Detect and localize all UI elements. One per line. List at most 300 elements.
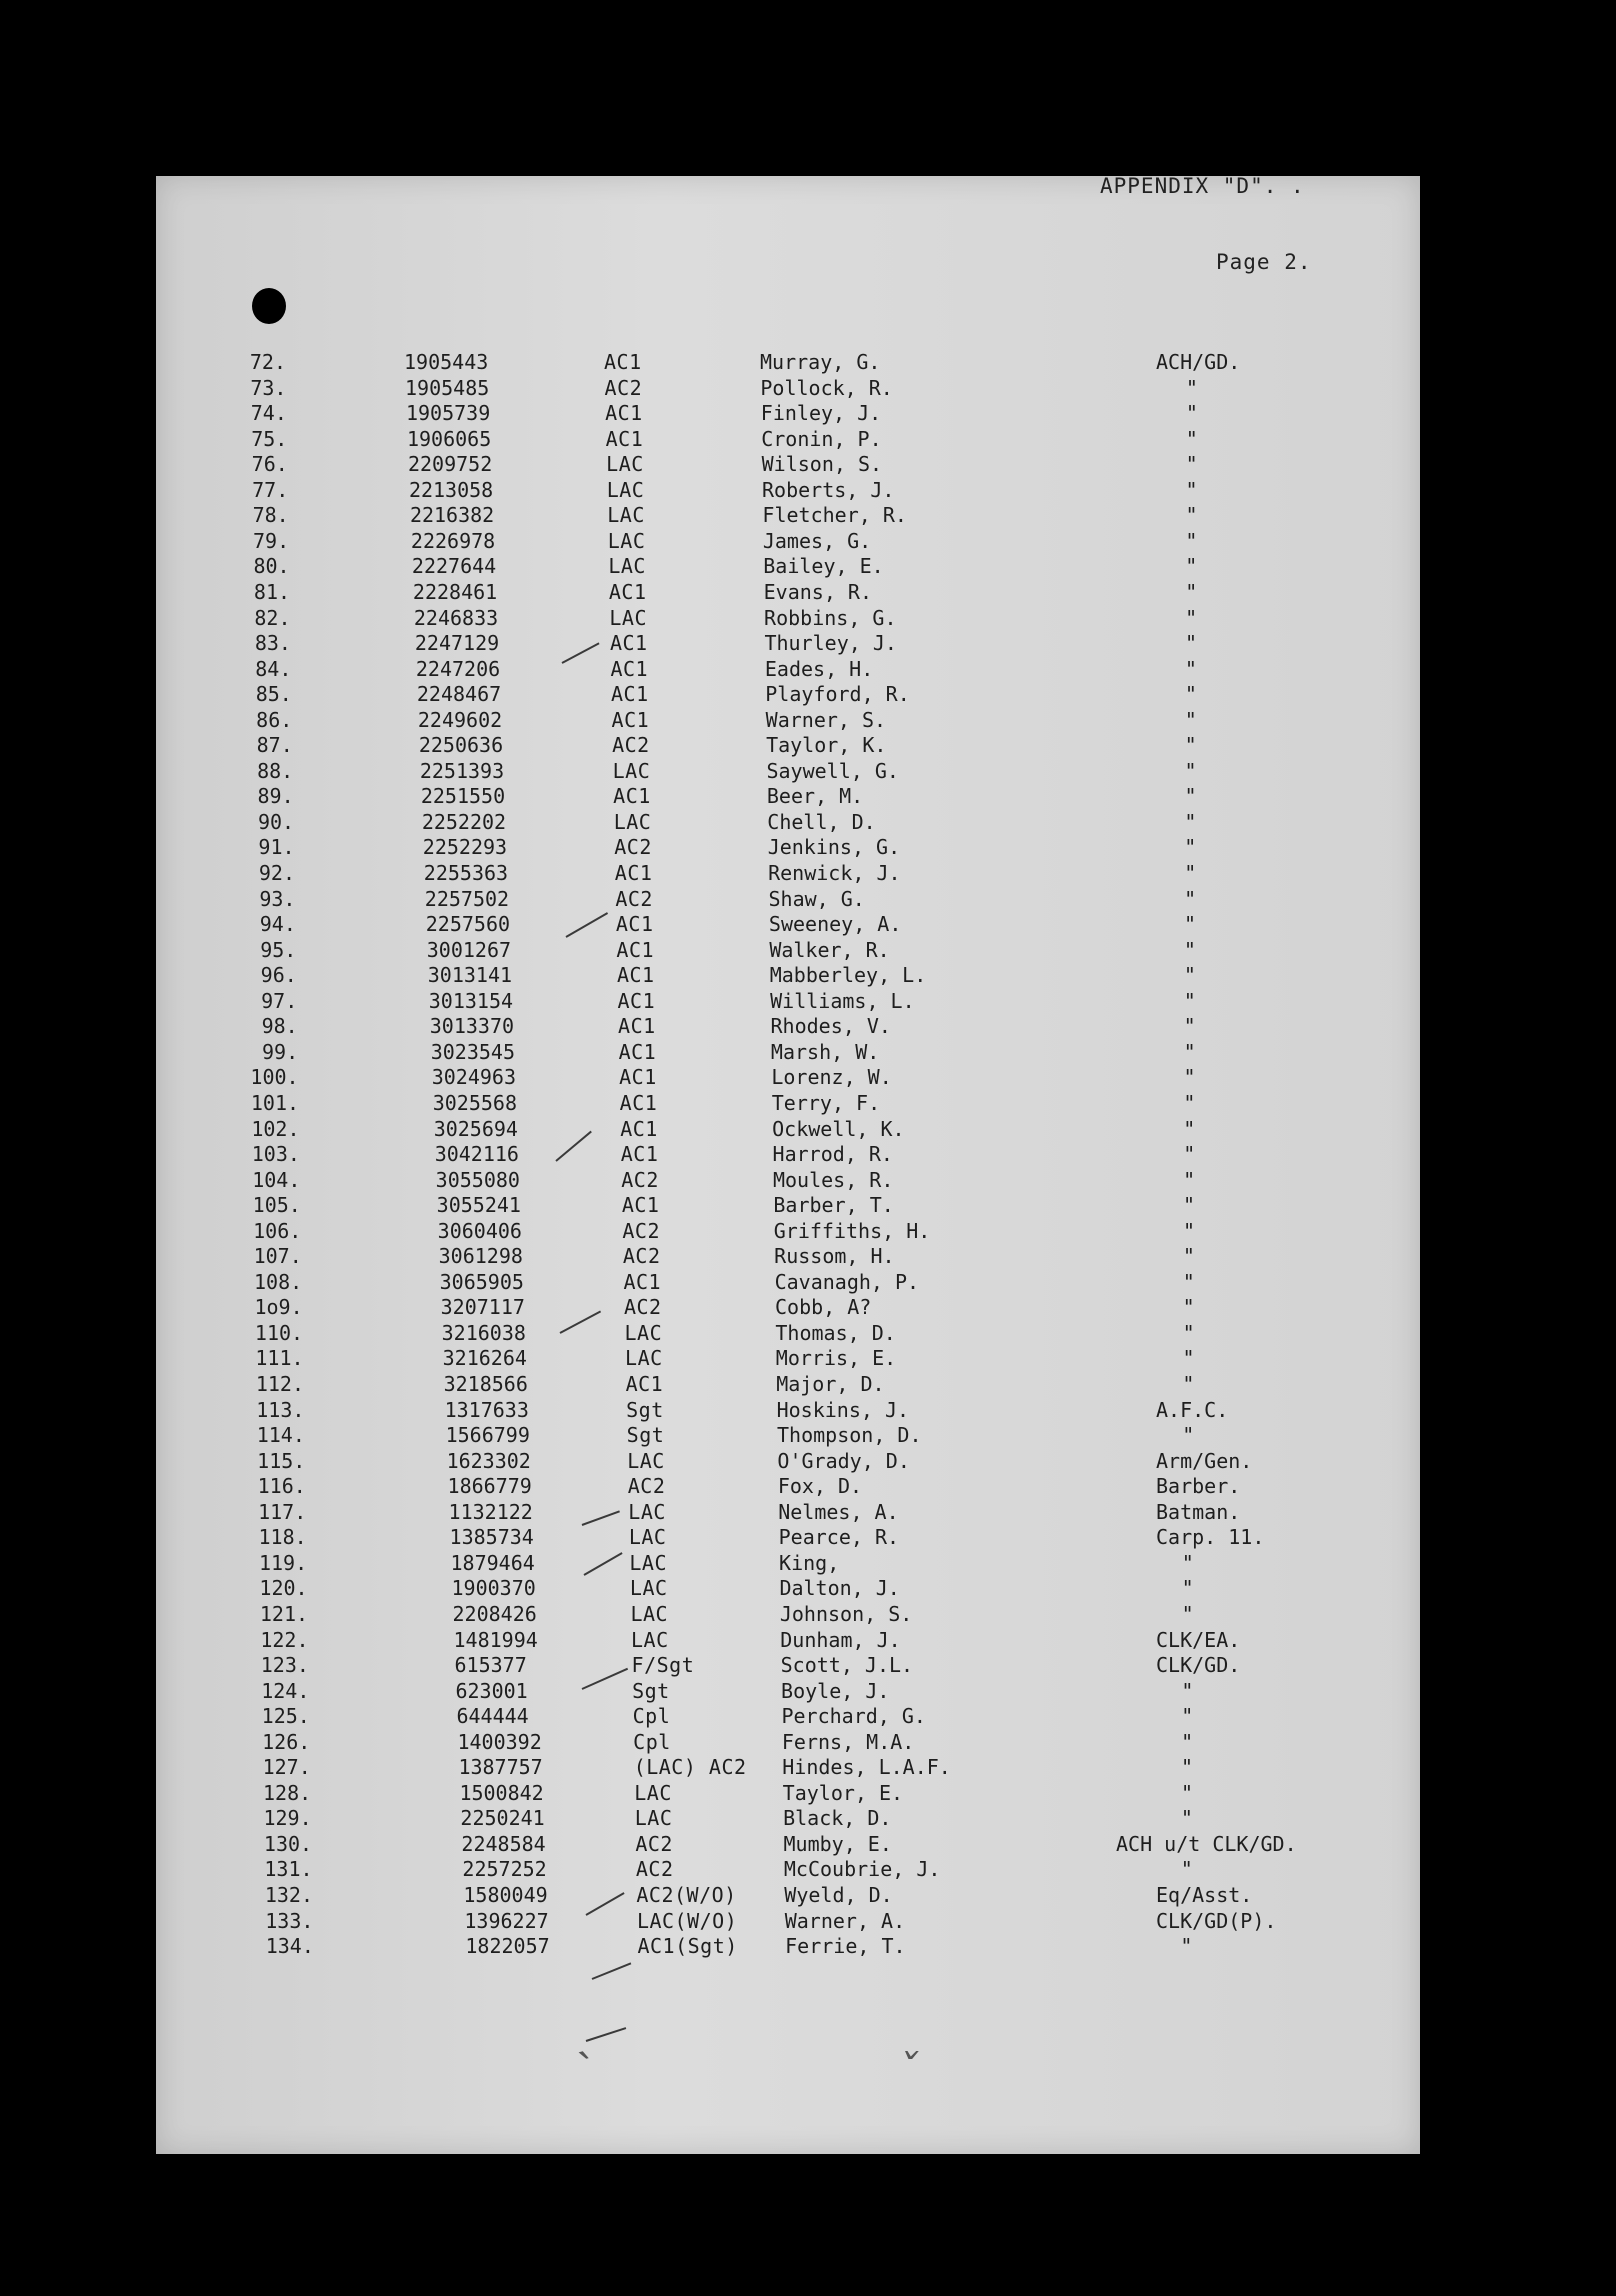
row-number: 120. [259,1576,308,1601]
person-name: Pearce, R. [778,1525,900,1550]
trade: " [1183,937,1196,962]
trade: " [1183,1065,1196,1090]
row-number: 82. [254,605,291,630]
rank: Cpl [633,1729,671,1754]
table-row [156,1806,1420,1832]
service-number: 1900370 [451,1576,536,1601]
row-number: 104. [252,1167,301,1192]
service-number: 1396227 [464,1908,549,1933]
service-number: 1906065 [406,426,492,451]
rank: LAC [607,528,646,553]
trade: " [1183,963,1196,988]
rank: AC2 [612,733,650,758]
service-number: 1400392 [457,1729,542,1754]
trade: CLK/GD. [1156,1653,1241,1678]
service-number: 3013370 [429,1014,515,1039]
row-number: 80. [253,554,290,579]
trade: ACH u/t CLK/GD. [1116,1831,1297,1856]
person-name: Scott, J.L. [780,1653,914,1678]
rank: LAC [624,1320,663,1345]
trade: " [1184,835,1197,860]
trade: " [1183,1014,1196,1039]
row-number: 72. [249,350,286,374]
table-row [156,1372,1420,1398]
row-number: 116. [257,1474,306,1499]
trade: " [1184,733,1197,758]
service-number: 1317633 [444,1397,529,1422]
trade: " [1181,1729,1194,1754]
row-number: 119. [258,1550,308,1575]
row-number: 77. [252,477,289,502]
rank: AC1 [620,1142,659,1167]
person-name: Beer, M. [766,784,864,809]
rank: AC1 [605,426,644,451]
person-name: Mabberley, L. [769,963,927,988]
row-number: 86. [256,707,293,732]
service-number: 2248467 [416,682,502,707]
rank: LAC [628,1525,667,1550]
trade: " [1185,452,1198,477]
page-number: Page 2. [1216,250,1312,274]
row-number: 134. [265,1934,314,1959]
trade: " [1182,1320,1195,1345]
row-number: 127. [262,1755,311,1780]
table-row [156,1628,1420,1654]
pencil-annotation-mark: ˇ [896,2046,918,2097]
row-number: 118. [258,1525,307,1550]
table-row [156,1398,1420,1424]
rank: AC1 [620,1116,658,1141]
table-row [156,1576,1420,1602]
service-number: 3065905 [439,1269,524,1294]
rank: Cpl [632,1704,671,1729]
table-row [156,606,1420,632]
rank: (LAC) AC2 [633,1755,747,1780]
trade: " [1185,375,1198,400]
trade: " [1181,1755,1194,1780]
trade: " [1184,707,1197,732]
rank: AC1 [608,579,647,604]
table-row [156,1270,1420,1296]
person-name: Hindes, L.A.F. [782,1755,951,1780]
row-number: 91. [258,835,295,860]
service-number: 2247206 [415,656,501,681]
trade: " [1182,1423,1195,1448]
service-number: 1905443 [404,350,489,374]
table-row [156,1602,1420,1628]
service-number: 623001 [455,1678,528,1703]
rank: AC2 [621,1167,659,1192]
trade: " [1182,1269,1195,1294]
service-number: 3001267 [426,937,512,962]
row-number: 113. [256,1397,305,1422]
trade: " [1182,1244,1195,1269]
row-number: 107. [253,1244,302,1269]
service-number: 1905485 [404,375,490,400]
row-number: 132. [264,1883,313,1907]
table-row [156,657,1420,683]
trade: " [1185,528,1198,553]
table-row [156,401,1420,427]
rank: LAC(W/O) [636,1908,738,1933]
rank: LAC [608,554,646,579]
person-name: Pollock, R. [760,375,893,400]
trade: " [1185,631,1198,656]
trade: " [1181,1550,1194,1575]
row-number: 111. [255,1346,304,1371]
service-number: 3216264 [442,1346,527,1371]
person-name: Fox, D. [777,1474,863,1499]
rank: LAC [606,477,645,502]
table-row [156,1321,1420,1347]
person-name: Eades, H. [764,656,874,681]
row-number: 106. [253,1218,302,1243]
rank: Sgt [626,1423,665,1448]
person-name: Sweeney, A. [768,912,902,937]
trade: " [1183,1142,1196,1167]
table-row [156,759,1420,785]
service-number: 2255363 [423,861,509,885]
row-number: 117. [258,1499,307,1524]
service-number: 2252202 [421,809,507,834]
rank: AC1 [610,656,649,681]
table-row [156,1832,1420,1858]
row-number: 115. [257,1448,306,1473]
trade: Eq/Asst. [1156,1883,1253,1907]
person-name: Barber, T. [773,1193,894,1218]
rank: AC1 [619,1065,657,1090]
trade: CLK/EA. [1156,1627,1241,1652]
trade: " [1184,784,1197,809]
row-number: 93. [259,886,296,911]
service-number: 1566799 [445,1423,530,1448]
table-row [156,1883,1420,1909]
person-name: Perchard, G. [781,1704,926,1729]
rank: LAC [627,1448,665,1473]
person-name: Russom, H. [774,1244,895,1269]
row-number: 83. [254,631,291,656]
trade: " [1182,1372,1195,1396]
trade: Batman. [1156,1499,1241,1524]
person-name: Cronin, P. [761,426,882,451]
trade: " [1185,401,1198,426]
rank: AC1 [615,912,654,937]
service-number: 1387757 [458,1755,543,1780]
table-row [156,1219,1420,1245]
person-name: Johnson, S. [779,1601,913,1626]
rank: LAC [606,452,644,477]
person-name: Morris, E. [775,1346,897,1371]
table-row [156,554,1420,580]
table-row [156,350,1420,376]
rank: AC2 [614,835,652,860]
row-number: 101. [250,1090,300,1115]
table-row [156,1449,1420,1475]
rank: AC2 [615,886,653,911]
trade: CLK/GD(P). [1156,1908,1277,1933]
service-number: 2226978 [410,528,496,553]
person-name: McCoubrie, J. [783,1857,941,1882]
service-number: 1580049 [463,1883,548,1907]
table-row [156,861,1420,887]
rank: AC1 [618,1014,656,1039]
row-number: 102. [251,1116,300,1141]
person-name: Ockwell, K. [772,1116,905,1141]
table-row [156,963,1420,989]
table-row [156,1909,1420,1935]
rank: AC2 [635,1857,674,1882]
table-row [156,887,1420,913]
trade: " [1183,1090,1196,1115]
row-number: 95. [260,937,297,962]
row-number: 78. [252,503,289,528]
rank: AC1 [623,1269,662,1294]
table-row [156,1193,1420,1219]
row-number: 76. [251,452,288,477]
table-row [156,1857,1420,1883]
table-row [156,1934,1420,1960]
rank: AC2 [623,1295,662,1320]
table-row [156,478,1420,504]
trade: " [1185,579,1198,604]
rank: AC1 [619,1090,658,1115]
table-row [156,503,1420,529]
service-number: 1822057 [465,1934,550,1959]
row-number: 131. [264,1857,313,1882]
service-number: 2257502 [424,886,510,911]
table-row [156,810,1420,836]
rank: AC2(W/O) [636,1883,737,1907]
rank: AC1 [617,988,656,1013]
rank: LAC [609,605,648,630]
person-name: Black, D. [783,1806,892,1831]
trade: " [1183,1193,1196,1218]
service-number: 1623302 [446,1448,531,1473]
person-name: Thomas, D. [775,1320,896,1345]
table-row [156,1142,1420,1168]
person-name: Murray, G. [760,350,881,374]
trade: " [1185,605,1198,630]
table-row [156,708,1420,734]
person-name: Dalton, J. [779,1576,900,1601]
table-row [156,733,1420,759]
person-name: Wyeld, D. [784,1883,893,1907]
service-number: 3055080 [435,1167,520,1192]
service-number: 3013154 [428,988,514,1013]
service-number: 2246833 [413,605,499,630]
table-row [156,1653,1420,1679]
trade: " [1185,503,1198,528]
rank: F/Sgt [631,1653,695,1678]
service-number: 3025694 [433,1116,518,1141]
trade: " [1180,1934,1193,1959]
trade: " [1183,988,1196,1013]
table-row [156,1525,1420,1551]
row-number: 75. [251,426,288,451]
trade: " [1180,1806,1193,1831]
person-name: Terry, F. [771,1090,881,1115]
person-name: Saywell, G. [766,758,899,783]
trade: " [1182,1295,1195,1320]
table-row [156,1704,1420,1730]
service-number: 3061298 [438,1244,523,1269]
trade: " [1184,861,1197,885]
person-name: Griffiths, H. [773,1218,931,1243]
row-number: 112. [255,1372,304,1396]
service-number: 3023545 [430,1039,516,1064]
service-number: 2252293 [422,835,508,860]
row-number: 97. [261,988,298,1013]
table-row [156,784,1420,810]
row-number: 81. [253,579,291,604]
service-number: 2257560 [425,912,511,937]
trade: " [1181,1704,1194,1729]
row-number: 103. [251,1142,300,1167]
table-row [156,1091,1420,1117]
trade: ACH/GD. [1156,350,1241,374]
rank: AC2 [635,1831,673,1856]
table-row [156,1065,1420,1091]
row-number: 88. [257,758,294,783]
service-number: 2216382 [409,503,495,528]
table-row [156,1014,1420,1040]
service-number: 1481994 [453,1627,538,1652]
person-name: Finley, J. [760,401,882,426]
service-number: 3218566 [443,1372,528,1396]
table-row [156,631,1420,657]
rank: AC1 [604,350,642,374]
service-number: 1500842 [459,1780,544,1805]
person-name: Dunham, J. [780,1627,901,1652]
rank: LAC [613,809,652,834]
trade: " [1185,554,1198,579]
row-number: 79. [253,528,290,553]
rank: AC2 [604,375,643,400]
person-name: O'Grady, D. [777,1448,910,1473]
table-row [156,1040,1420,1066]
table-row [156,1500,1420,1526]
trade: " [1182,1346,1195,1371]
row-number: 123. [260,1653,309,1678]
rank: AC1 [611,707,650,732]
trade: " [1180,1857,1193,1882]
table-row [156,529,1420,555]
rank: AC1 [618,1039,657,1064]
trade: " [1184,912,1197,937]
service-number: 1905739 [405,401,491,426]
table-row [156,1551,1420,1577]
table-row [156,1423,1420,1449]
row-number: 85. [255,682,292,707]
person-name: Boyle, J. [781,1678,890,1703]
row-number: 110. [254,1320,304,1345]
row-number: 87. [256,733,293,758]
service-number: 3216038 [441,1320,526,1345]
rank: LAC [629,1576,668,1601]
row-number: 90. [257,809,295,834]
service-number: 615377 [454,1653,527,1678]
rank: AC1 [613,784,651,809]
trade: " [1184,656,1197,681]
table-row [156,1474,1420,1500]
service-number: 3042116 [434,1142,519,1167]
service-number: 3024963 [431,1065,517,1090]
service-number: 2228461 [412,579,498,604]
row-number: 98. [261,1014,298,1039]
person-name: King, [779,1550,840,1575]
trade: " [1183,1116,1196,1141]
rank: LAC [607,503,645,528]
person-name: Harrod, R. [772,1142,893,1167]
person-name: James, G. [762,528,872,553]
service-number: 3207117 [440,1295,525,1320]
rank: LAC [625,1346,663,1371]
trade: A.F.C. [1156,1397,1229,1422]
trade: " [1184,758,1197,783]
person-name: Ferrie, T. [785,1934,906,1959]
table-row [156,912,1420,938]
service-number: 2250636 [418,733,504,758]
trade: Arm/Gen. [1156,1448,1253,1473]
person-name: Thurley, J. [764,631,897,656]
person-name: Moules, R. [772,1167,894,1192]
person-name: Bailey, E. [763,554,884,579]
row-number: 125. [261,1704,310,1729]
table-row [156,376,1420,402]
row-number: 89. [257,784,294,809]
person-name: Thompson, D. [777,1423,922,1448]
row-number: 105. [252,1193,301,1218]
row-number: 114. [256,1423,305,1448]
table-row [156,427,1420,453]
person-name: Evans, R. [763,579,873,604]
rank: Sgt [626,1397,664,1422]
table-row [156,1679,1420,1705]
service-number: 2248584 [461,1831,546,1856]
trade: " [1184,809,1197,834]
service-number: 2227644 [411,554,497,579]
trade: " [1185,477,1198,502]
table-row [156,452,1420,478]
appendix-label: APPENDIX "D". . [1100,174,1305,198]
person-name: Shaw, G. [768,886,865,911]
document-page [156,176,1420,2154]
person-name: Cavanagh, P. [774,1269,920,1294]
table-row [156,682,1420,708]
rank: LAC [630,1601,669,1626]
table-row [156,1117,1420,1143]
row-number: 92. [258,861,295,885]
table-row [156,1295,1420,1321]
person-name: Ferns, M.A. [781,1729,915,1754]
person-name: Robbins, G. [764,605,897,630]
row-number: 74. [250,401,287,426]
rank: AC1 [621,1193,660,1218]
trade: " [1181,1601,1194,1626]
service-number: 3055241 [436,1193,521,1218]
person-name: Jenkins, G. [767,835,901,860]
trade: " [1181,1576,1194,1601]
service-number: 644444 [456,1704,529,1729]
service-number: 3013141 [427,963,513,988]
rank: AC1 [605,401,643,426]
table-row [156,835,1420,861]
row-number: 122. [260,1627,309,1652]
row-number: 130. [263,1831,313,1856]
row-number: 124. [261,1678,310,1703]
row-number: 96. [260,963,297,988]
person-name: Lorenz, W. [771,1065,892,1090]
